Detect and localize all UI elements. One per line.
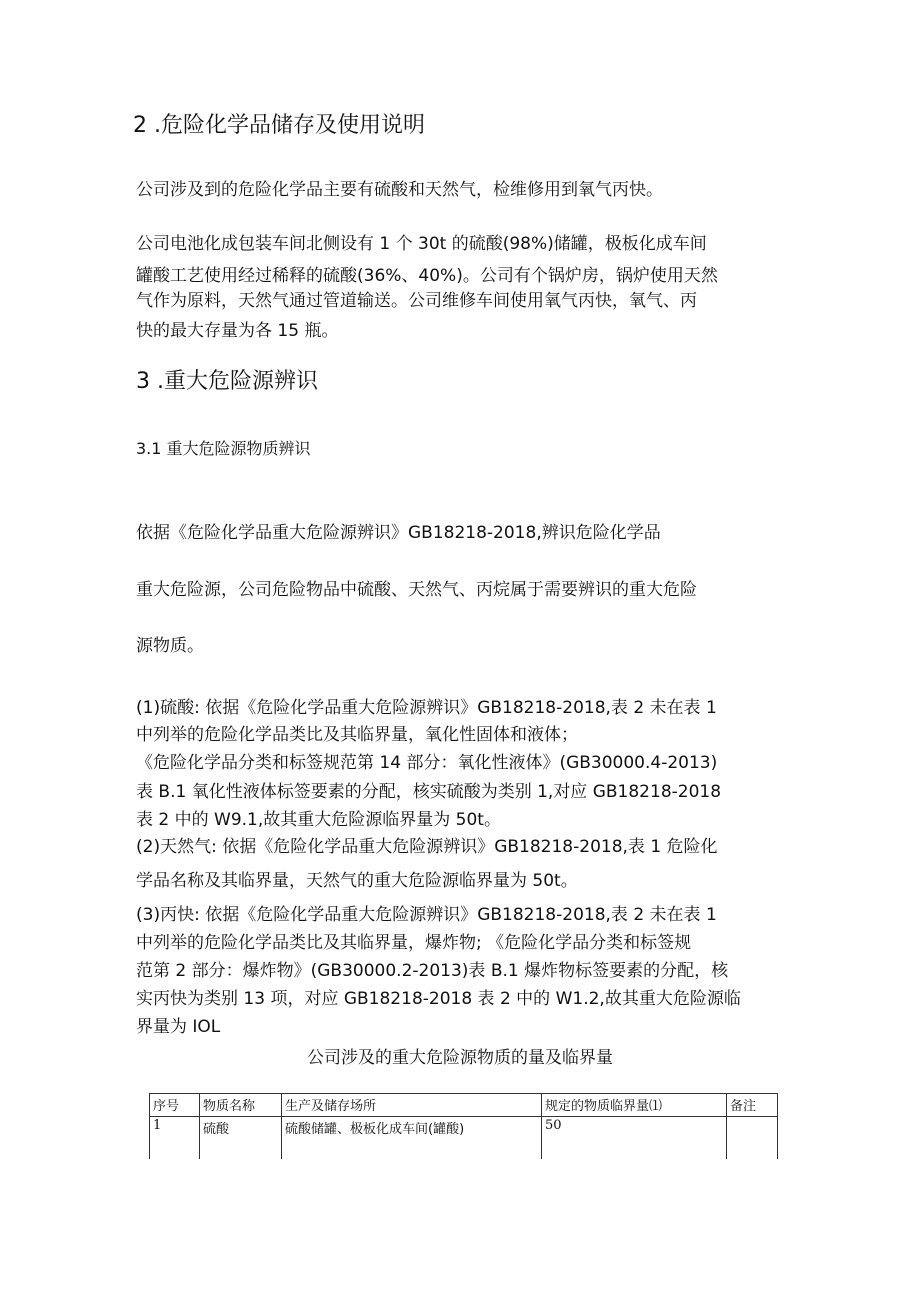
substance-item-line: 中列举的危险化学品类比及其临界量，爆炸物; 《危险化学品分类和标签规 <box>136 933 692 953</box>
section-2-paragraph-1: 公司涉及到的危险化学品主要有硫酸和天然气，检维修用到氧气丙快。 <box>136 180 663 200</box>
section-2-paragraph-2-line: 快的最大存量为各 15 瓶。 <box>136 321 339 341</box>
section-2-paragraph-2-line: 公司电池化成包装车间北侧设有 1 个 30t 的硫酸(98%)储罐，极板化成车间 <box>136 234 707 254</box>
table-header-cell: 生产及储存场所 <box>282 1094 542 1117</box>
substance-item-line: 表 2 中的 W9.1,故其重大危险源临界量为 50t。 <box>136 810 501 830</box>
substance-item-line: 表 B.1 氧化性液体标签要素的分配，核实硫酸为类别 1,对应 GB18218-2018 <box>136 782 722 802</box>
substance-item-line: (1)硫酸: 依据《危险化学品重大危险源辨识》GB18218-2018,表 2 未在表 1 <box>136 698 717 718</box>
table-header-row <box>150 1094 778 1117</box>
section-2-paragraph-2-line: 罐酸工艺使用经过稀释的硫酸(36%、40%)。公司有个锅炉房，锅炉使用天然 <box>136 266 718 286</box>
table-cell: 硫酸储罐、极板化成车间(罐酸) <box>282 1117 542 1160</box>
section-3-1-intro-line: 源物质。 <box>136 636 204 656</box>
substance-item-line: (3)丙快: 依据《危险化学品重大危险源辨识》GB18218-2018,表 2 未在表 1 <box>136 905 717 925</box>
table-header-cell: 备注 <box>727 1094 778 1117</box>
table-caption: 公司涉及的重大危险源物质的量及临界量 <box>307 1048 613 1068</box>
substance-item-line: (2)天然气: 依据《危险化学品重大危险源辨识》GB18218-2018,表 1 危险化 <box>136 837 718 857</box>
table-header-cell: 序号 <box>150 1094 200 1117</box>
table-cell: 50 <box>542 1117 727 1160</box>
substance-item-line: 《危险化学品分类和标签规范第 14 部分：氧化性液体》(GB30000.4-2013) <box>136 753 718 773</box>
substance-item-line: 范第 2 部分：爆炸物》(GB30000.2-2013)表 B.1 爆炸物标签要素的分配，核 <box>136 961 729 981</box>
table-row <box>150 1117 778 1160</box>
hazard-threshold-table <box>149 1093 778 1159</box>
section-2-heading: 2 .危险化学品储存及使用说明 <box>133 113 425 138</box>
table-cell: 1 <box>150 1117 200 1160</box>
substance-item-line: 中列举的危险化学品类比及其临界量，氧化性固体和液体； <box>136 725 578 745</box>
substance-item-line: 学品名称及其临界量，天然气的重大危险源临界量为 50t。 <box>136 871 578 891</box>
section-3-heading: 3 .重大危险源辨识 <box>136 369 318 394</box>
section-3-1-heading: 3.1 重大危险源物质辨识 <box>136 439 311 458</box>
table-header-cell: 规定的物质临界量⑴ <box>542 1094 727 1117</box>
table-header-cell: 物质名称 <box>200 1094 282 1117</box>
substance-item-line: 界量为 IOL <box>136 1017 221 1037</box>
section-2-paragraph-2-line: 气作为原料，天然气通过管道输送。公司维修车间使用氧气丙快，氧气、丙 <box>136 291 697 311</box>
table-cell: 硫酸 <box>200 1117 282 1160</box>
section-3-1-intro-line: 重大危险源，公司危险物品中硫酸、天然气、丙烷属于需要辨识的重大危险 <box>136 580 697 600</box>
section-3-1-intro-line: 依据《危险化学品重大危险源辨识》GB18218-2018,辨识危险化学品 <box>136 523 661 543</box>
table-cell <box>727 1117 778 1160</box>
substance-item-line: 实丙快为类别 13 项，对应 GB18218-2018 表 2 中的 W1.2,故其重大危险源临 <box>136 989 741 1009</box>
